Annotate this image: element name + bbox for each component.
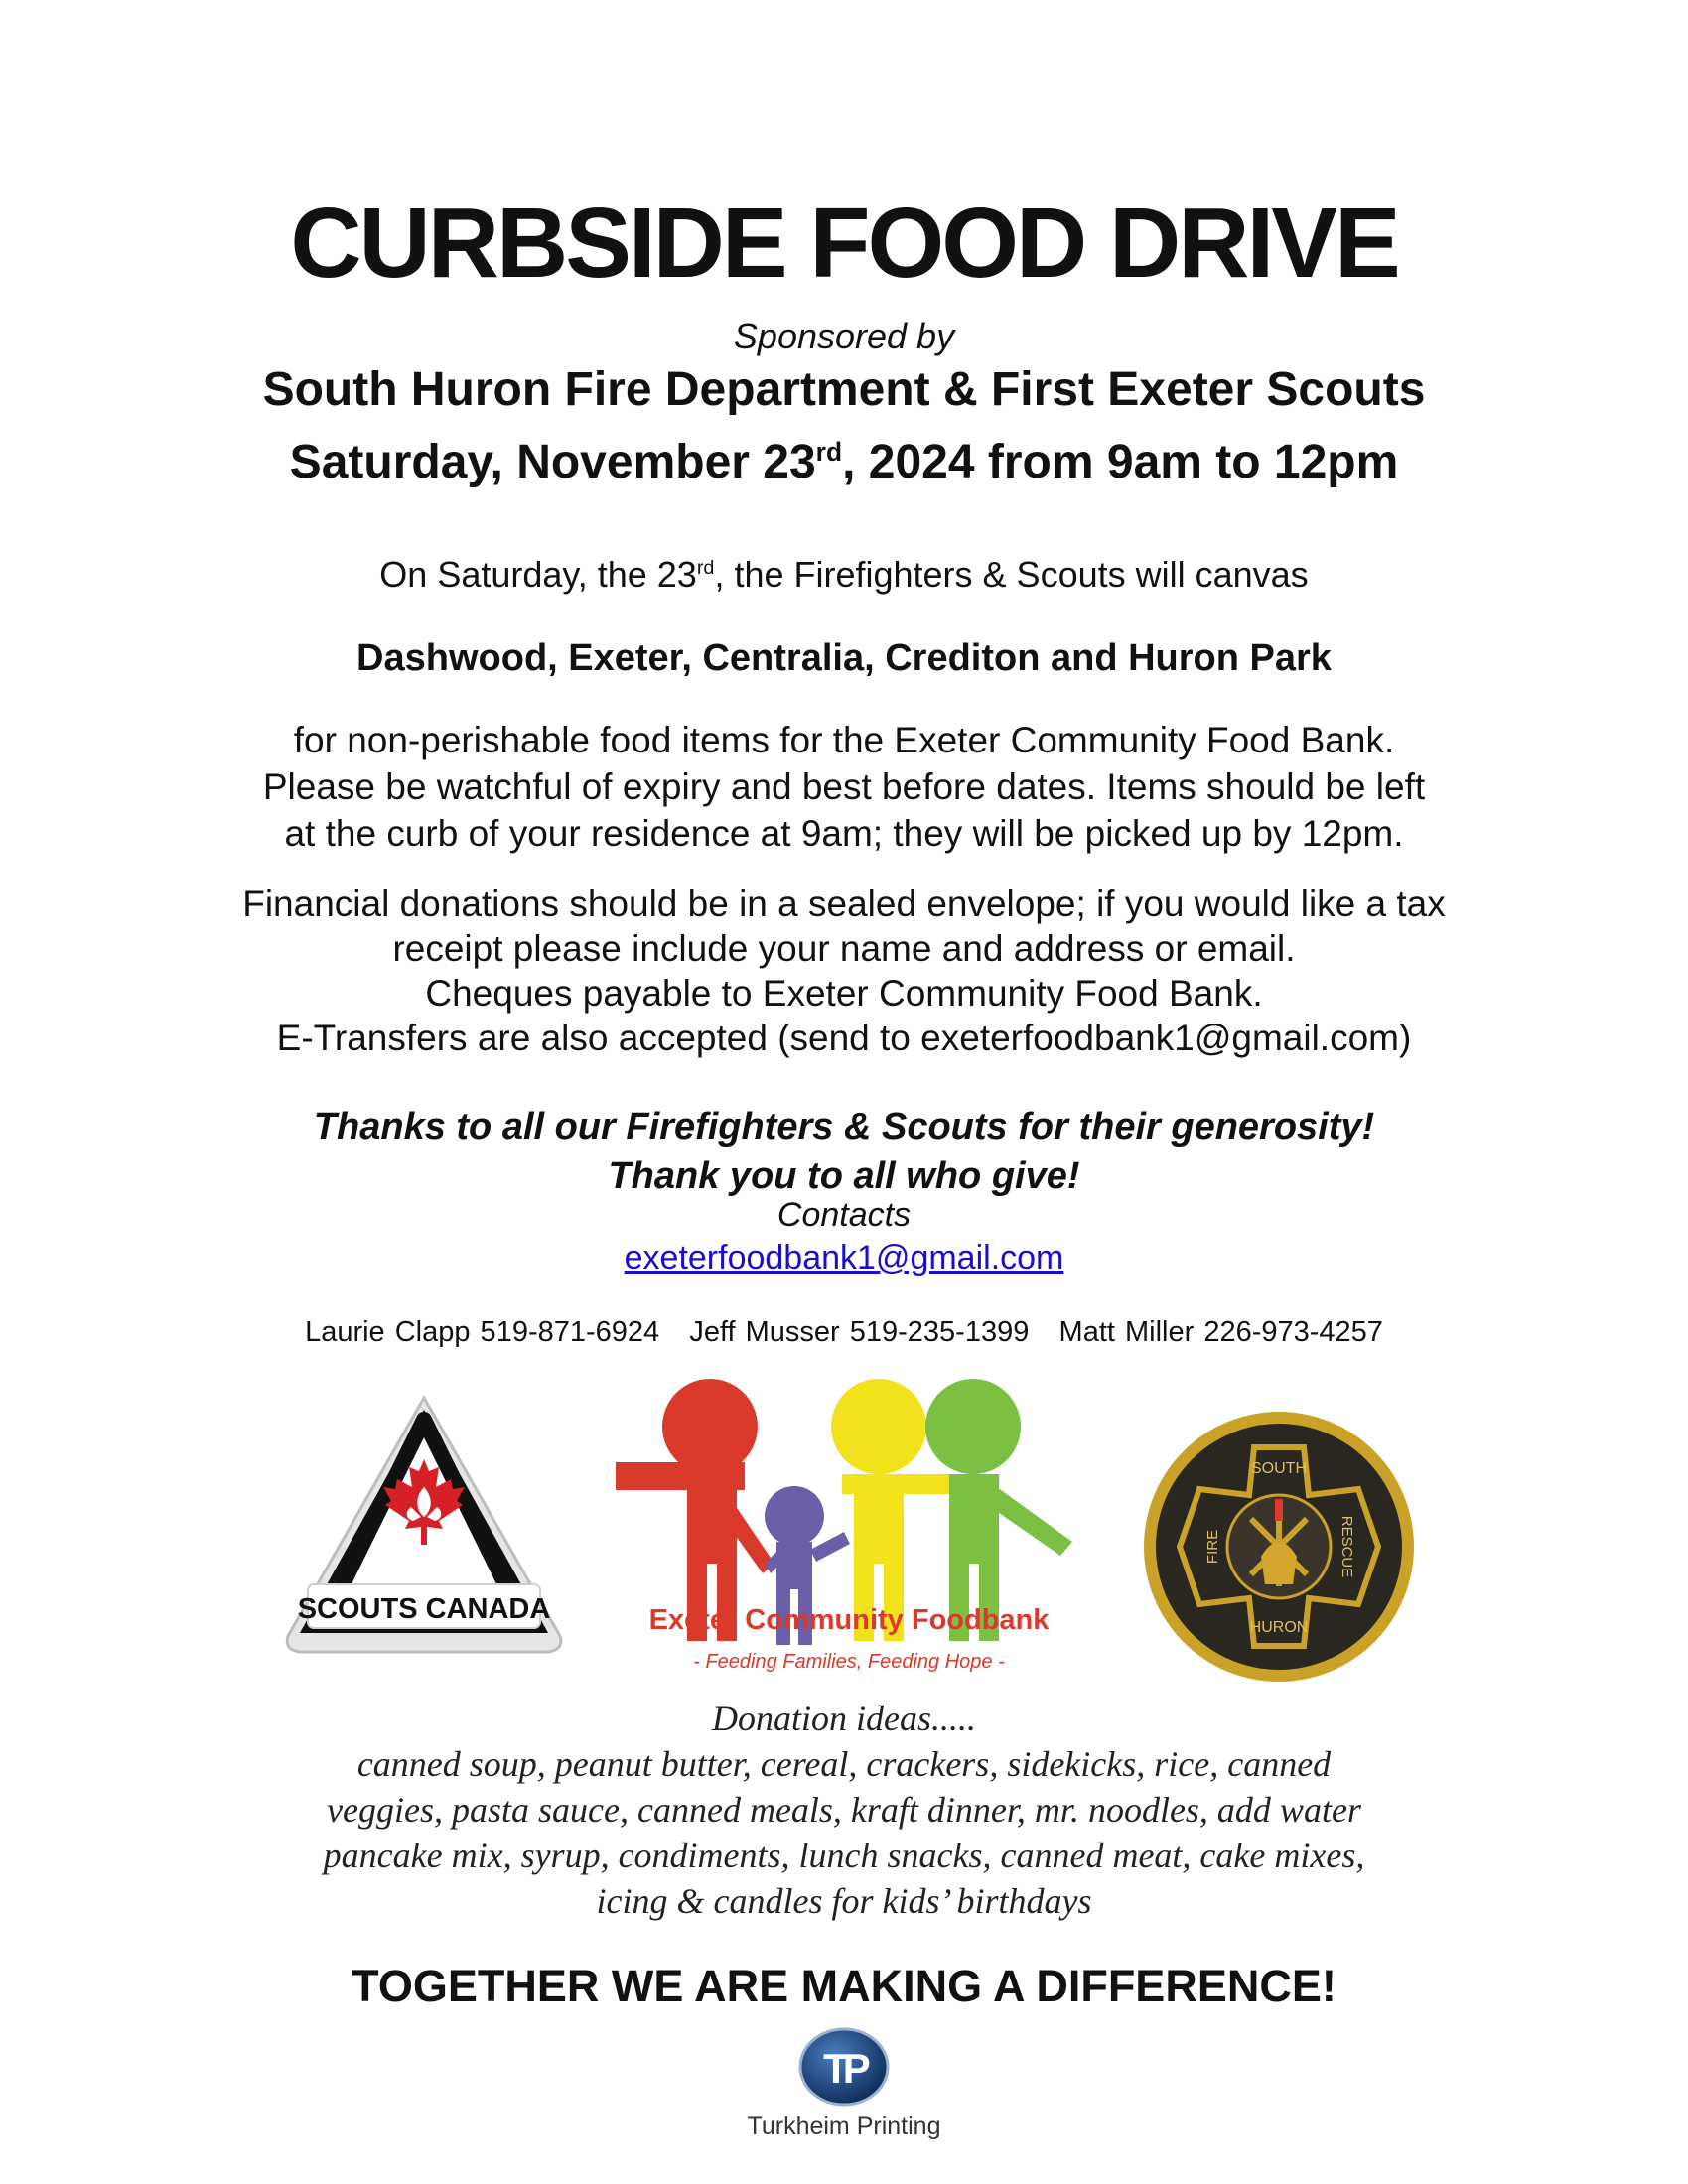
donation-ideas-line: pancake mix, syrup, condiments, lunch snacks, canned meat, cake mixes, — [323, 1836, 1365, 1875]
south-huron-fire-logo — [1140, 1408, 1418, 1686]
turkheim-printing-logo — [796, 2025, 892, 2107]
canvas-line — [0, 554, 1688, 596]
sponsors-line: South Huron Fire Department & First Exeter Scouts — [262, 363, 1426, 416]
event-date-part: Saturday, November 23 — [289, 436, 816, 488]
donation-ideas-line: canned soup, peanut butter, cereal, crackers, sidekicks, rice, canned — [356, 1744, 1332, 1784]
financial-donations-paragraph — [0, 882, 1688, 1060]
scouts-canada-logo — [280, 1390, 568, 1668]
canvas-line-suffix: rd — [696, 557, 715, 579]
contacts-label: Contacts — [776, 1196, 912, 1234]
paragraph-line: Cheques payable to Exeter Community Food Bank. — [425, 973, 1263, 1014]
towns-list: Dashwood, Exeter, Centralia, Crediton and Huron Park — [356, 637, 1332, 679]
paragraph-line: for non-perishable food items for the Exeter Community Food Bank. — [293, 720, 1395, 760]
exeter-foodbank-logo — [616, 1365, 1082, 1683]
printer-monogram: TP — [823, 2045, 865, 2092]
page-title: CURBSIDE FOOD DRIVE — [290, 188, 1398, 299]
paragraph-line: at the curb of your residence at 9am; they will be picked up by 12pm. — [284, 813, 1404, 854]
contact-person: Laurie Clapp 519-871-6924 — [305, 1316, 660, 1348]
thanks-line: Thanks to all our Firefighters & Scouts for their generosity! — [313, 1106, 1375, 1148]
fire-logo-fire: FIRE — [1204, 1529, 1221, 1565]
closing-slogan: TOGETHER WE ARE MAKING A DIFFERENCE! — [352, 1961, 1336, 2011]
donation-ideas-heading: Donation ideas..... — [712, 1699, 976, 1738]
foodbank-tagline: - Feeding Families, Feeding Hope - — [693, 1651, 1005, 1673]
scouts-canada-text: SCOUTS CANADA — [297, 1593, 551, 1625]
contact-person: Jeff Musser 519-235-1399 — [689, 1316, 1030, 1348]
fire-logo-rescue: RESCUE — [1338, 1515, 1355, 1578]
contact-email-row — [0, 1239, 1688, 1278]
contact-email-link[interactable]: exeterfoodbank1@gmail.com — [624, 1239, 1064, 1277]
donation-ideas — [0, 1696, 1688, 1924]
foodbank-name: Exeter Community Foodbank — [648, 1604, 1050, 1636]
event-date — [0, 435, 1688, 489]
fire-logo-south: SOUTH — [1251, 1460, 1307, 1477]
paragraph-line: receipt please include your name and address or email. — [392, 928, 1296, 969]
paragraph-line: E-Transfers are also accepted (send to exeterfoodbank1@gmail.com) — [276, 1018, 1412, 1058]
contact-people — [0, 1316, 1688, 1349]
printer-name: Turkheim Printing — [747, 2113, 941, 2140]
food-items-paragraph — [0, 717, 1688, 857]
donation-ideas-line: veggies, pasta sauce, canned meals, kraft dinner, mr. noodles, add water — [327, 1790, 1361, 1830]
event-date-suffix: rd — [815, 437, 843, 467]
donation-ideas-line: icing & candles for kids’ birthdays — [596, 1881, 1092, 1921]
thanks-line: Thank you to all who give! — [608, 1156, 1080, 1197]
contact-person: Matt Miller 226-973-4257 — [1058, 1316, 1383, 1348]
paragraph-line: Please be watchful of expiry and best before dates. Items should be left — [262, 766, 1426, 807]
fire-logo-huron: HURON — [1249, 1619, 1309, 1636]
canvas-line-rest: , the Firefighters & Scouts will canvas — [714, 554, 1309, 595]
thanks-message — [0, 1102, 1688, 1201]
sponsored-by-label: Sponsored by — [733, 316, 955, 356]
paragraph-line: Financial donations should be in a sealed envelope; if you would like a tax — [242, 884, 1446, 924]
canvas-line-part: On Saturday, the 23 — [379, 554, 697, 595]
event-date-time: , 2024 from 9am to 12pm — [842, 436, 1399, 488]
